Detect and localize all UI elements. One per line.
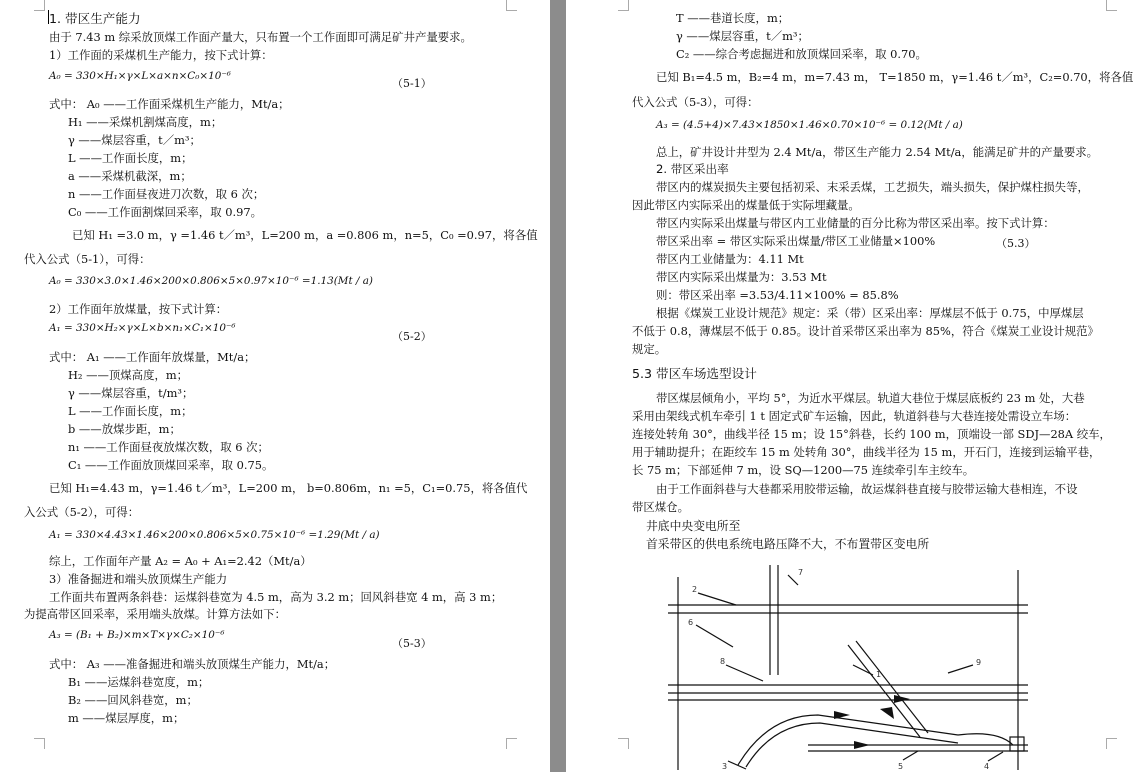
figure-label: 9: [976, 658, 982, 667]
paragraph-line: 为提高带区回采率，采用端头放煤。计算方法如下：: [24, 607, 286, 621]
paragraph-line: 连接处转角 30°，曲线半径 15 m；设 15°斜巷，长约 100 m，顶端设一部 SDJ—28A 绞车，: [632, 427, 1111, 441]
definition-line: H₁ ——采煤机割煤高度，m；: [68, 115, 223, 129]
equation-number: （5-3）: [392, 637, 432, 650]
figure-label: 3: [722, 762, 728, 770]
definition-line: L ——工作面长度，m；: [68, 404, 193, 418]
paragraph-line: 已知 H₁=4.43 m，γ=1.46 t／m³，L=200 m， b=0.806m，n₁ =5，C₁=0.75，将各值代: [49, 481, 528, 495]
paragraph-line: 带区内的煤炭损失主要包括初采、末采丢煤，工艺损失，端头损失，保护煤柱损失等，: [656, 180, 1089, 194]
paragraph-line: 采用由架线式机车牵引 1 t 固定式矿车运输，因此，轨道斜巷与大巷连接处需设立车场：: [632, 409, 1077, 423]
definition-line: C₂ ——综合考虑掘进和放顶煤回采率，取 0.70。: [676, 47, 927, 61]
corner-mark: [506, 738, 517, 749]
paragraph-line: 代入公式（5-1），可得：: [24, 252, 151, 266]
paragraph-line: 带区煤仓。: [632, 500, 689, 514]
equation: A₁ = 330×H₂×γ×L×b×n₁×C₁×10⁻⁶: [49, 322, 236, 334]
left-page: [0, 0, 550, 772]
equation-number: （5-2）: [392, 330, 432, 343]
section-heading: 1. 带区生产能力: [49, 11, 141, 26]
station-layout-figure: [658, 565, 1038, 770]
corner-mark: [506, 0, 517, 11]
corner-mark: [34, 738, 45, 749]
definition-line: 式中： A₁ ——工作面年放煤量，Mt/a；: [49, 350, 256, 364]
corner-mark: [618, 738, 629, 749]
paragraph-line: 首采带区的供电系统电路压降不大，不布置带区变电所: [646, 537, 930, 551]
figure-lines: [668, 565, 1028, 770]
corner-mark: [1106, 0, 1117, 11]
paragraph-line: 总上，矿井设计井型为 2.4 Mt/a，带区生产能力 2.54 Mt/a，能满足矿井的产量要求。: [656, 145, 1099, 159]
figure-label: 2: [692, 585, 698, 594]
paragraph-line: 带区内实际采出煤量为：3.53 Mt: [656, 270, 827, 284]
definition-line: H₂ ——顶煤高度，m；: [68, 368, 189, 382]
equation-number: （5.3）: [996, 237, 1036, 250]
paragraph-line: 1）工作面的采煤机生产能力，按下式计算：: [49, 48, 273, 62]
paragraph-line: 已知 B₁=4.5 m，B₂=4 m，m=7.43 m， T=1850 m，γ=1.46 t／m³，C₂=0.70，将各值: [656, 70, 1134, 84]
paragraph-line: 规定。: [632, 342, 667, 356]
definition-line: T ——巷道长度，m；: [676, 11, 790, 25]
definition-line: L ——工作面长度，m；: [68, 151, 193, 165]
paragraph-line: 工作面共布置两条斜巷：运煤斜巷宽为 4.5 m，高为 3.2 m；回风斜巷宽 4 m，高 3 m；: [49, 590, 503, 604]
definition-line: m ——煤层厚度，m；: [68, 711, 185, 725]
definition-line: C₀ ——工作面割煤回采率，取 0.97。: [68, 205, 262, 219]
figure-label: 5: [898, 762, 904, 770]
corner-mark: [618, 0, 629, 11]
definition-line: 式中： A₃ ——准备掘进和端头放顶煤生产能力，Mt/a；: [49, 657, 336, 671]
paragraph-line: 不低于 0.8，薄煤层不低于 0.85。设计首采带区采出率为 85%，符合《煤炭工业设计规范》: [632, 324, 1099, 338]
equation: A₃ = (B₁ + B₂)×m×T×γ×C₂×10⁻⁶: [49, 629, 225, 641]
definition-line: B₁ ——运煤斜巷宽度，m；: [68, 675, 210, 689]
corner-mark: [1106, 738, 1117, 749]
definition-line: a ——采煤机截深，m；: [68, 169, 192, 183]
paragraph-line: 综上，工作面年产量 A₂ = A₀ + A₁=2.42（Mt/a）: [49, 554, 312, 568]
definition-line: γ ——煤层容重，t／m³；: [68, 133, 201, 147]
paragraph-line: 长 75 m；下部延伸 7 m，设 SQ—1200—75 连续牵引车主绞车。: [632, 463, 975, 477]
definition-line: C₁ ——工作面放顶煤回采率，取 0.75。: [68, 458, 274, 472]
figure-label: 7: [798, 568, 804, 577]
definition-line: b ——放煤步距，m；: [68, 422, 181, 436]
right-page: [566, 0, 1135, 772]
paragraph-line: 则：带区采出率 =3.53/4.11×100% = 85.8%: [656, 288, 899, 302]
page-gutter: [550, 0, 566, 772]
equation: A₀ = 330×3.0×1.46×200×0.806×5×0.97×10⁻⁶ =1.13(Mt / a): [49, 275, 373, 287]
equation: A₀ = 330×H₁×γ×L×a×n×C₀×10⁻⁶: [49, 70, 231, 82]
equation-number: （5-1）: [392, 77, 432, 90]
figure-labels: [688, 568, 989, 770]
paragraph-line: 由于工作面斜巷与大巷都采用胶带运输，故运煤斜巷直接与胶带运输大巷相连，不设: [656, 482, 1078, 496]
figure-label: 8: [720, 657, 726, 666]
figure-label: 1: [876, 670, 882, 679]
equation: A₁ = 330×4.43×1.46×200×0.806×5×0.75×10⁻⁶ =1.29(Mt / a): [49, 529, 380, 541]
paragraph-line: 已知 H₁ =3.0 m，γ =1.46 t／m³，L=200 m，a =0.806 m，n=5，C₀ =0.97，将各值: [72, 228, 538, 242]
paragraph-line: 2）工作面年放煤量，按下式计算：: [49, 302, 228, 316]
paragraph-line: 用于辅助提升；在距绞车 15 m 处转角 30°，曲线半径为 15 m，开石门，连接到运输平巷，: [632, 445, 1101, 459]
paragraph-line: 由于 7.43 m 综采放顶煤工作面产量大，只布置一个工作面即可满足矿井产量要求。: [49, 30, 472, 44]
definition-line: γ ——煤层容重，t／m³；: [676, 29, 809, 43]
definition-line: n₁ ——工作面昼夜放煤次数，取 6 次；: [68, 440, 269, 454]
paragraph-line: 带区煤层倾角小，平均 5°，为近水平煤层。轨道大巷位于煤层底板约 23 m 处，大巷: [656, 391, 1085, 405]
paragraph-line: 3）准备掘进和端头放顶煤生产能力: [49, 572, 228, 586]
definition-line: n ——工作面昼夜进刀次数，取 6 次；: [68, 187, 265, 201]
definition-line: γ ——煤层容重，t/m³；: [68, 386, 194, 400]
figure-label: 4: [984, 762, 990, 770]
definition-line: 式中： A₀ ——工作面采煤机生产能力，Mt/a；: [49, 97, 290, 111]
paragraph-line: 带区内工业储量为：4.11 Mt: [656, 252, 804, 266]
equation: A₃ = (4.5+4)×7.43×1850×1.46×0.70×10⁻⁶ = 0.12(Mt / a): [656, 119, 963, 131]
corner-mark: [34, 0, 45, 11]
paragraph-line: 入公式（5-2），可得：: [24, 505, 140, 519]
paragraph-line: 根据《煤炭工业设计规范》规定：采（带）区采出率：厚煤层不低于 0.75，中厚煤层: [656, 306, 1084, 320]
paragraph-line: 代入公式（5-3），可得：: [632, 95, 759, 109]
section-heading: 5.3 带区车场选型设计: [632, 366, 757, 381]
paragraph-line: 井底中央变电所至: [646, 519, 741, 533]
paragraph-line: 带区内实际采出煤量与带区内工业储量的百分比称为带区采出率。按下式计算：: [656, 216, 1055, 230]
paragraph-line: 因此带区内实际采出的煤量低于实际埋藏量。: [632, 198, 860, 212]
flow-arrows: [834, 695, 910, 749]
section-heading: 2. 带区采出率: [656, 162, 729, 176]
figure-label: 6: [688, 618, 694, 627]
formula-line: 带区采出率 = 带区实际采出煤量/带区工业储量×100%: [656, 234, 936, 248]
definition-line: B₂ ——回风斜巷宽，m；: [68, 693, 198, 707]
